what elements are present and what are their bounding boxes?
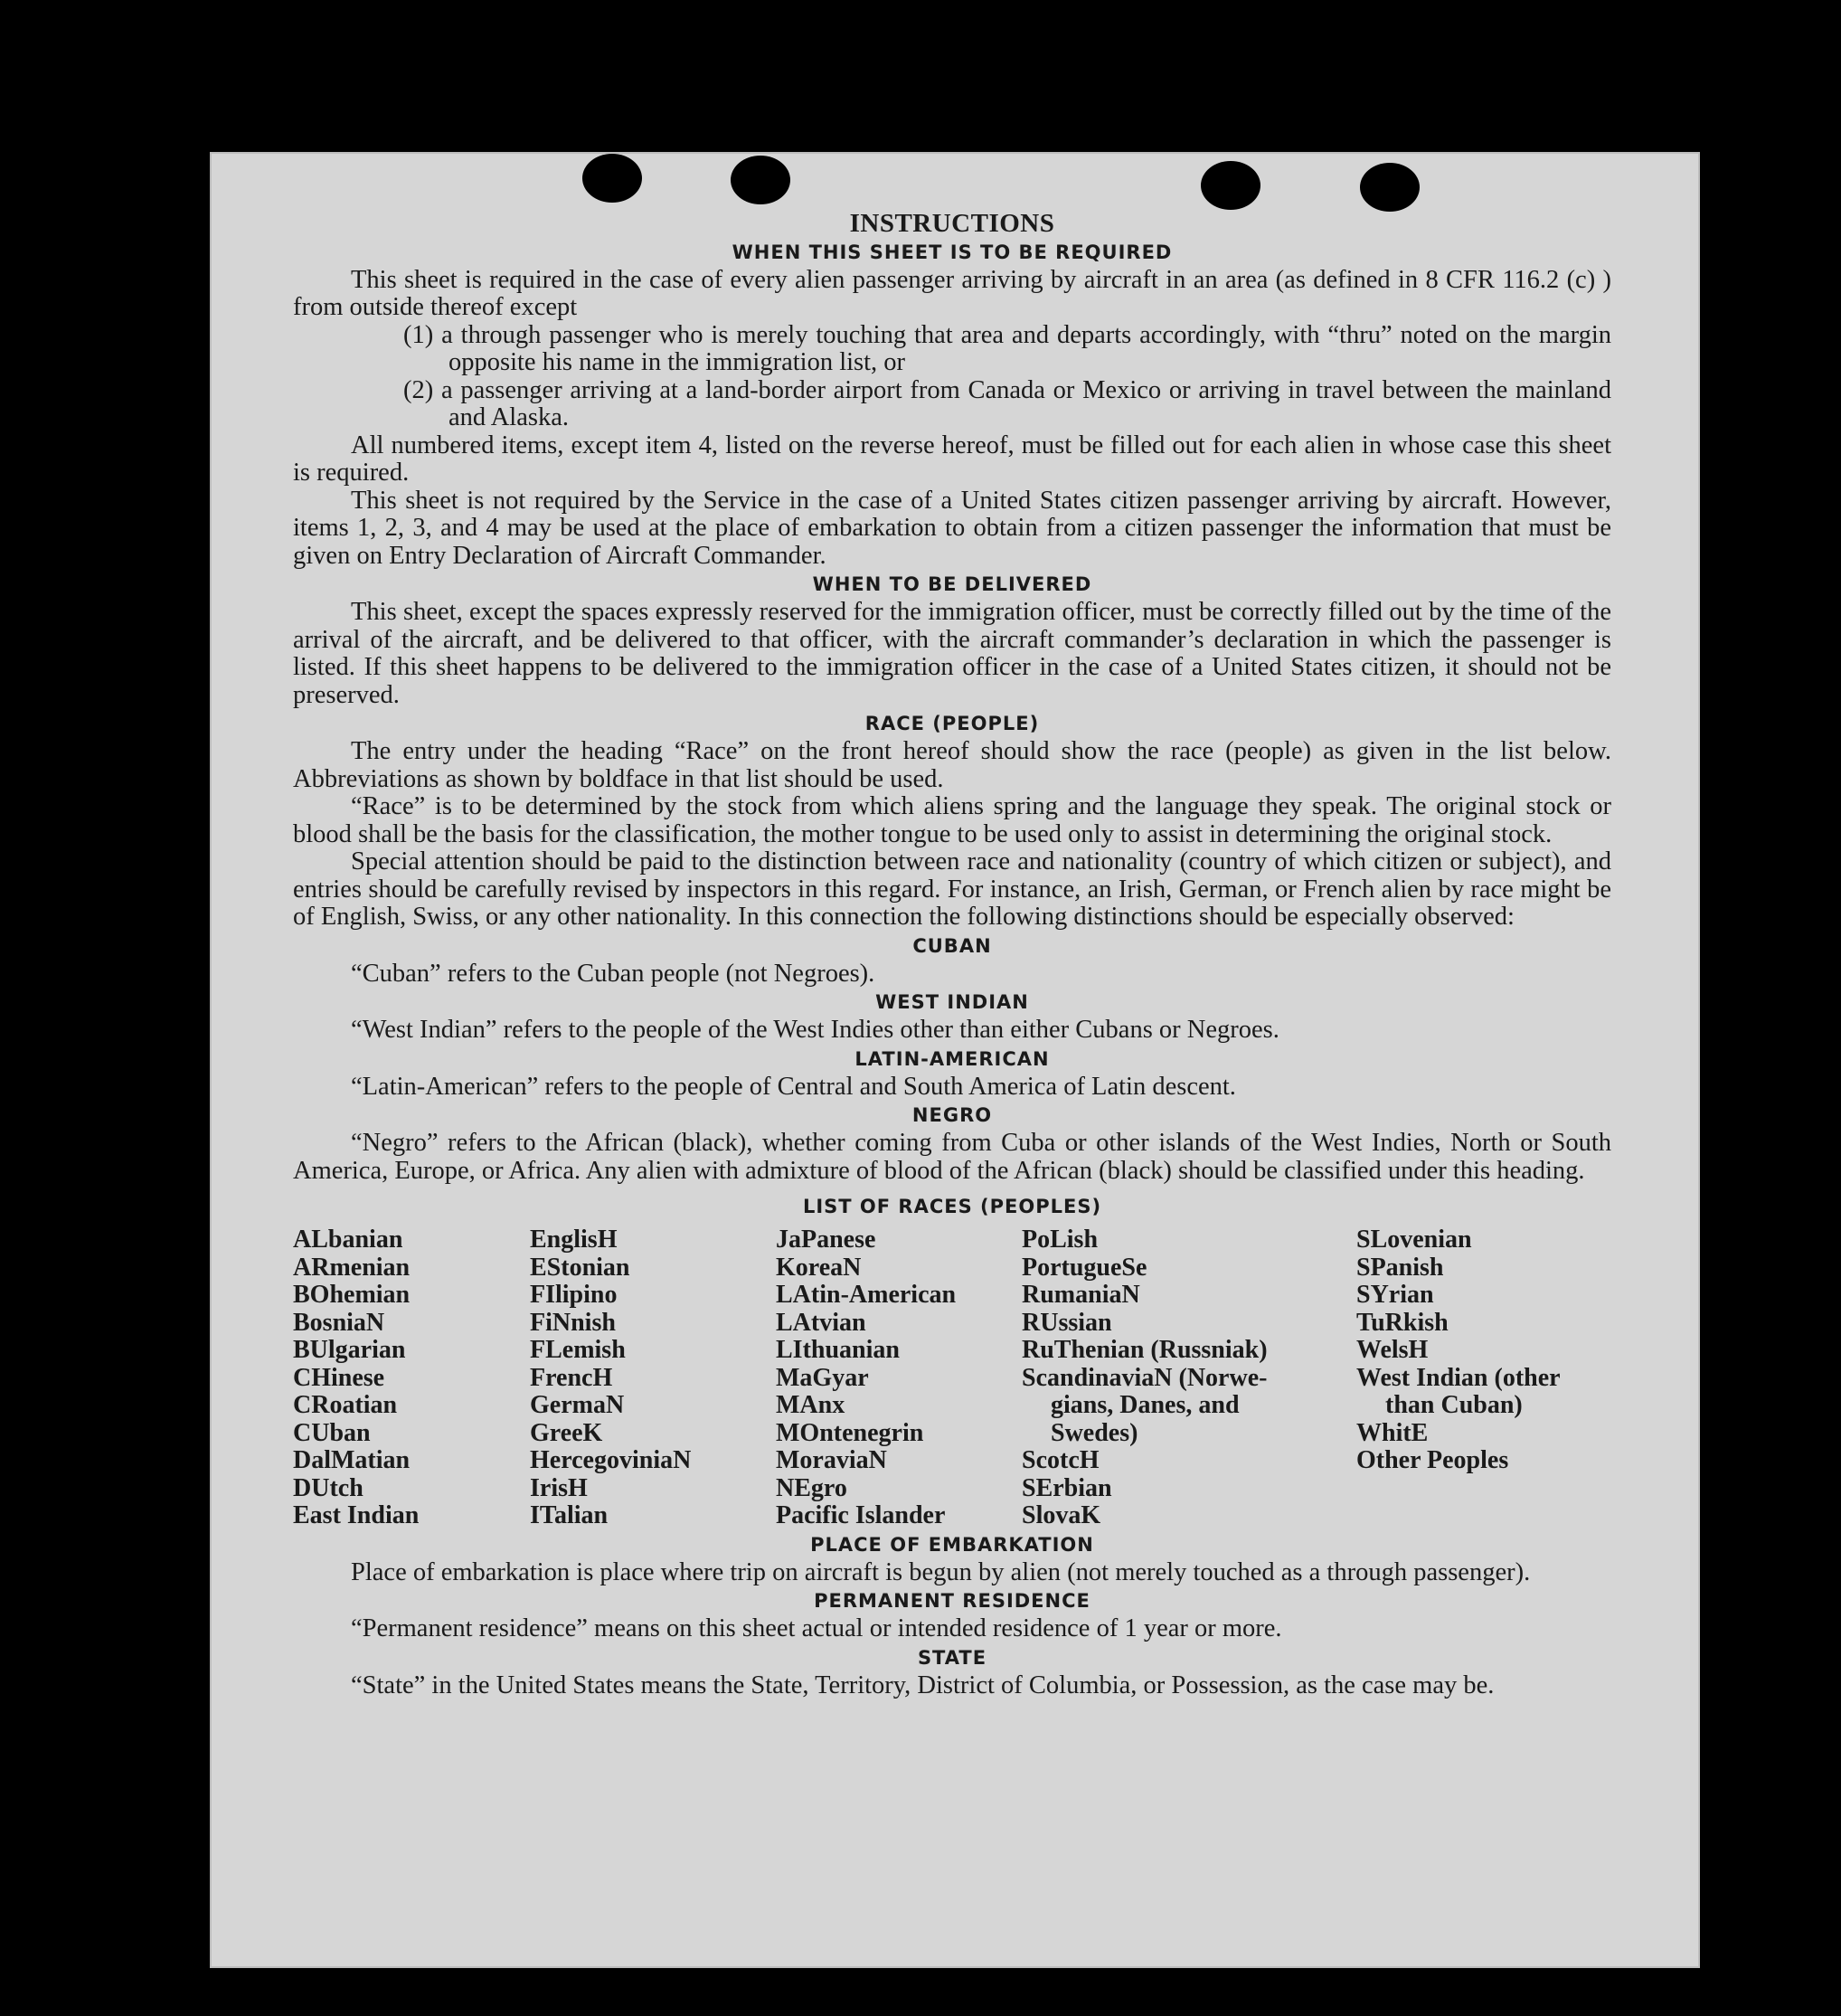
list-item: (2) a passenger arriving at a land-border airport from Canada or Mexico or arriving in travel between the mainland and Alaska. — [403, 375, 1611, 431]
race-item: GreeK — [530, 1418, 603, 1447]
section-heading: WEST INDIAN — [875, 991, 1029, 1013]
race-item: LAtin-American — [776, 1281, 957, 1309]
race-item: IrisH — [530, 1473, 588, 1502]
section-heading: LATIN-AMERICAN — [854, 1047, 1050, 1070]
race-item: EStonian — [530, 1253, 630, 1282]
race-item: SPanish — [1356, 1253, 1444, 1282]
race-item: Pacific Islander — [776, 1501, 946, 1529]
race-item: ITalian — [530, 1501, 609, 1529]
race-item: CRoatian — [293, 1391, 398, 1419]
paragraph: “Permanent residence” means on this sheet actual or intended residence of 1 year or more. — [351, 1614, 1282, 1642]
race-item: PoLish — [1022, 1226, 1099, 1254]
race-column — [530, 1226, 776, 1530]
section-heading: STATE — [917, 1646, 987, 1669]
paragraph: “Cuban” refers to the Cuban people (not Negroes). — [351, 959, 875, 988]
paragraph: “Latin-American” refers to the people of Central and South America of Latin descent. — [351, 1072, 1236, 1101]
race-item: MoraviaN — [776, 1446, 887, 1474]
race-item: WelsH — [1356, 1336, 1429, 1364]
race-item: NEgro — [776, 1473, 847, 1502]
punch-hole — [1360, 163, 1420, 212]
race-item: ScandinaviaN (Norwe- — [1022, 1363, 1268, 1392]
race-item: ARmenian — [293, 1253, 411, 1282]
race-item: JaPanese — [776, 1226, 876, 1254]
paragraph: All numbered items, except item 4, listed on the reverse hereof, must be filled out for each alien in whose case this sheet is required. — [293, 431, 1611, 487]
paragraph: This sheet is not required by the Service in the case of a United States citizen passenger arriving by aircraft. However, items 1, 2, 3, and 4 may be used at the place of embarkation to obtain from a citizen passenger the information that must be given on Entry Declaration of Aircraft Commander. — [293, 486, 1611, 570]
section-heading: PLACE OF EMBARKATION — [810, 1533, 1094, 1556]
race-item: ScotcH — [1022, 1446, 1100, 1474]
race-item: FrencH — [530, 1363, 613, 1392]
race-item: RumaniaN — [1022, 1281, 1140, 1309]
race-item: GermaN — [530, 1391, 625, 1419]
race-item: EnglisH — [530, 1226, 618, 1254]
paragraph: “Negro” refers to the African (black), whether coming from Cuba or other islands of the West Indies, North or South America, Europe, or Africa. Any alien with admixture of blood of the African (black) should be classified under this heading. — [293, 1129, 1611, 1185]
race-item: Other Peoples — [1356, 1446, 1509, 1474]
race-column — [1022, 1226, 1356, 1530]
list-item: (1) a through passenger who is merely touching that area and departs accordingly, with “thru” noted on the margin opposite his name in the immigration list, or — [403, 320, 1611, 376]
race-item: CHinese — [293, 1363, 385, 1392]
race-list — [293, 1226, 1611, 1530]
race-item: DalMatian — [293, 1446, 411, 1474]
punch-hole — [1201, 161, 1260, 210]
race-item: LAtvian — [776, 1308, 866, 1337]
race-item: FIlipino — [530, 1281, 618, 1309]
race-item: WhitE — [1356, 1418, 1429, 1447]
section-heading: RACE (PEOPLE) — [864, 713, 1040, 734]
race-item: PortugueSe — [1022, 1253, 1147, 1282]
race-item: MaGyar — [776, 1363, 869, 1392]
race-column — [1356, 1226, 1611, 1530]
section-heading: LIST OF RACES (PEOPLES) — [802, 1196, 1102, 1217]
punch-hole — [731, 156, 790, 204]
page-title: INSTRUCTIONS — [849, 209, 1055, 238]
paragraph: Place of embarkation is place where trip on aircraft is begun by alien (not merely touched as a through passenger). — [351, 1557, 1531, 1586]
race-item: FLemish — [530, 1336, 626, 1364]
race-item: SLovenian — [1356, 1226, 1472, 1254]
race-item: KoreaN — [776, 1253, 862, 1282]
race-item: CUban — [293, 1418, 371, 1447]
section-heading: CUBAN — [912, 934, 992, 957]
section-heading: WHEN TO BE DELIVERED — [812, 573, 1092, 595]
race-column — [776, 1226, 1022, 1530]
race-item: BOhemian — [293, 1281, 411, 1309]
race-item: LIthuanian — [776, 1336, 900, 1364]
race-item: ALbanian — [293, 1226, 403, 1254]
paragraph: This sheet, except the spaces expressly reserved for the immigration officer, must be correctly filled out by the time of the arrival of the aircraft, and be delivered to that officer, with the aircraft commander’s declaration in which the passenger is listed. If this sheet happens to be delivered to the immigration officer in the case of a United States citizen, it should not be preserved. — [293, 598, 1611, 709]
race-item: DUtch — [293, 1473, 363, 1502]
race-item: TuRkish — [1356, 1308, 1449, 1337]
race-item: BosniaN — [293, 1308, 385, 1337]
paragraph: “Race” is to be determined by the stock from which aliens spring and the language they speak. The original stock or blood shall be the basis for the classification, the mother tongue to be used only to assist in determining the original stock. — [293, 792, 1611, 848]
paragraph: “West Indian” refers to the people of the West Indies other than either Cubans or Negroes. — [351, 1016, 1279, 1044]
race-item: SErbian — [1022, 1473, 1112, 1502]
race-item: MAnx — [776, 1391, 845, 1419]
instructions-content — [293, 210, 1611, 1699]
race-item-continued: than Cuban) — [1385, 1391, 1523, 1419]
race-item: East Indian — [293, 1501, 420, 1529]
race-item: RuThenian (Russniak) — [1022, 1336, 1268, 1364]
race-item-continued: gians, Danes, and — [1051, 1391, 1240, 1419]
race-item-continued: Swedes) — [1051, 1418, 1138, 1447]
race-item: West Indian (other — [1356, 1363, 1561, 1392]
race-item: MOntenegrin — [776, 1418, 924, 1447]
race-item: HercegoviniaN — [530, 1446, 692, 1474]
race-column — [293, 1226, 530, 1530]
paragraph: “State” in the United States means the State, Territory, District of Columbia, or Possession, as the case may be. — [351, 1671, 1495, 1699]
paragraph: This sheet is required in the case of every alien passenger arriving by aircraft in an area (as defined in 8 CFR 116.2 (c) ) from outside thereof except — [293, 265, 1611, 321]
race-item: SlovaK — [1022, 1501, 1101, 1529]
race-item: SYrian — [1356, 1281, 1434, 1309]
document-page — [210, 152, 1700, 1968]
punch-hole — [582, 154, 642, 203]
section-heading: WHEN THIS SHEET IS TO BE REQUIRED — [732, 241, 1173, 263]
paragraph: The entry under the heading “Race” on the front hereof should show the race (people) as given in the list below. Abbreviations as shown by boldface in that list should be used. — [293, 737, 1611, 793]
section-heading: NEGRO — [911, 1104, 993, 1126]
section-heading: PERMANENT RESIDENCE — [814, 1590, 1090, 1612]
race-item: BUlgarian — [293, 1336, 406, 1364]
paragraph: Special attention should be paid to the distinction between race and nationality (country of which citizen or subject), and entries should be carefully revised by inspectors in this regard. For instance, an Irish, German, or French alien by race might be of English, Swiss, or any other nationality. In this connection the following distinctions should be especially observed: — [293, 847, 1611, 931]
race-item: FiNnish — [530, 1308, 616, 1337]
race-item: RUssian — [1022, 1308, 1112, 1337]
